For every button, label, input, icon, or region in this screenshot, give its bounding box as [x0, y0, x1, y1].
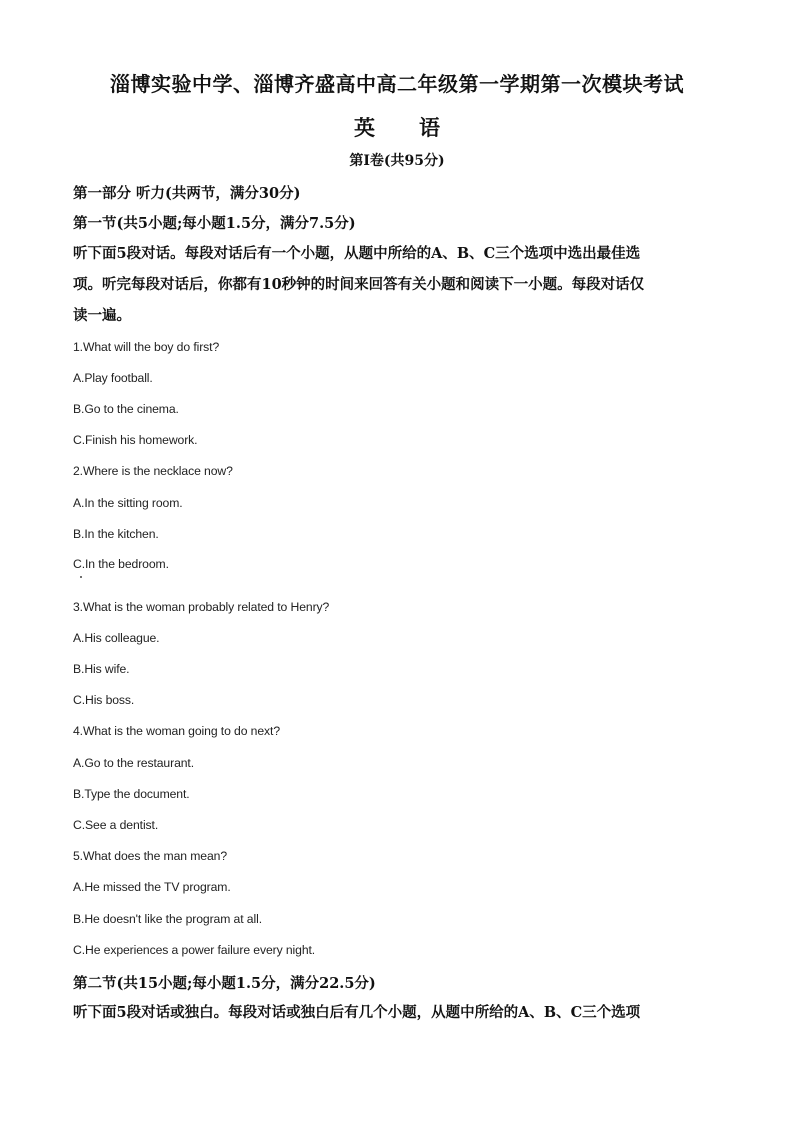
question-3-stem: 3.What is the woman probably related to Henry? [73, 600, 330, 614]
part1-heading: 第一部分 听力(共两节，满分30分) [73, 185, 301, 202]
question-5-option-a: A.He missed the TV program. [73, 880, 231, 894]
question-1-stem: 1.What will the boy do first? [73, 340, 220, 354]
question-4-option-a: A.Go to the restaurant. [73, 756, 194, 770]
instruction-line: 读一遍。 [73, 307, 131, 324]
subject-char-2: 语 [419, 115, 440, 140]
question-5-option-b: B.He doesn't like the program at all. [73, 912, 262, 926]
question-5-option-c: C.He experiences a power failure every night. [73, 943, 316, 957]
question-1-option-c: C.Finish his homework. [73, 433, 198, 447]
instruction-line: 项。听完每段对话后，你都有10秒钟的时间来回答有关小题和阅读下一小题。每段对话仅 [73, 276, 645, 293]
section2-heading: 第二节(共15小题;每小题1.5分，满分22.5分) [73, 975, 376, 992]
question-3-option-c: C.His boss. [73, 693, 135, 707]
question-1-option-a: A.Play football. [73, 371, 153, 385]
section2-instructions [73, 997, 713, 1028]
question-2-option-c: C.In the bedroom. [73, 557, 169, 571]
question-2-option-a: A.In the sitting room. [73, 496, 183, 510]
subject-title [0, 112, 794, 142]
instruction-line: 听下面5段对话。每段对话后有一个小题，从题中所给的A、B、C三个选项中选出最佳选 [73, 245, 641, 262]
volume-heading: 第I卷(共95分) [349, 153, 445, 169]
question-1-option-b: B.Go to the cinema. [73, 402, 179, 416]
question-4-stem: 4.What is the woman going to do next? [73, 724, 280, 738]
subject-char-1: 英 [354, 115, 375, 140]
instruction-line: 听下面5段对话或独白。每段对话或独白后有几个小题，从题中所给的A、B、C三个选项 [73, 1004, 641, 1021]
question-4-option-c: C.See a dentist. [73, 818, 159, 832]
exam-title: 淄博实验中学、淄博齐盛高中高二年级第一学期第一次模块考试 [110, 72, 684, 96]
question-2-option-b: B.In the kitchen. [73, 527, 159, 541]
question-3-option-a: A.His colleague. [73, 631, 160, 645]
question-2-stem: 2.Where is the necklace now? [73, 464, 233, 478]
section1-heading: 第一节(共5小题;每小题1.5分，满分7.5分) [73, 215, 356, 232]
section1-instructions [73, 238, 713, 331]
stray-mark [80, 576, 82, 578]
question-4-option-b: B.Type the document. [73, 787, 190, 801]
question-5-stem: 5.What does the man mean? [73, 849, 227, 863]
question-3-option-b: B.His wife. [73, 662, 130, 676]
